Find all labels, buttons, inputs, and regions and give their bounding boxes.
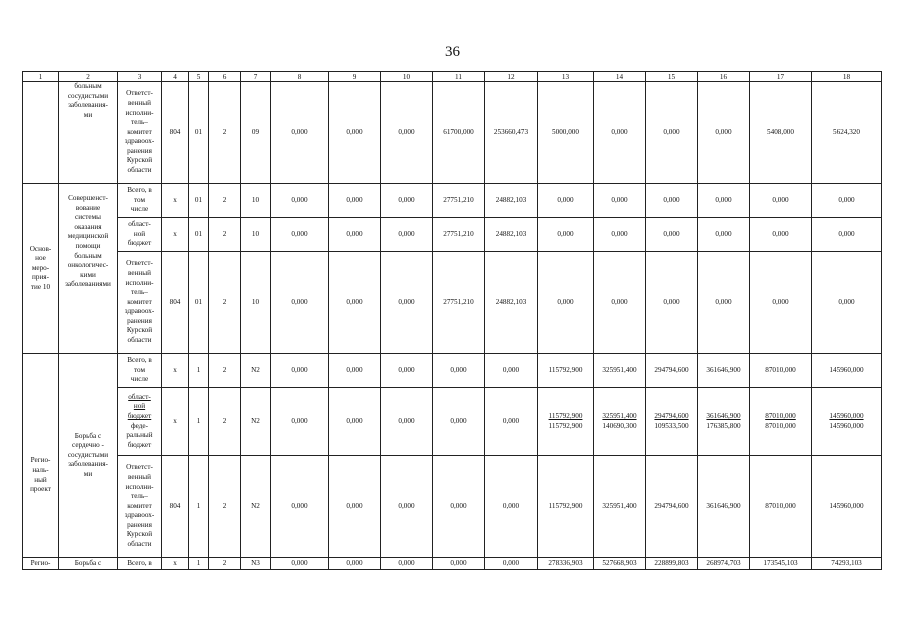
- data-cell: 10: [241, 218, 271, 252]
- data-cell: 0,000: [594, 218, 646, 252]
- cell-text-line: том: [133, 195, 146, 204]
- row-category-cell: [23, 184, 59, 354]
- row-funding-source-cell: [118, 558, 162, 570]
- data-cell: 253660,473: [485, 82, 538, 184]
- data-cell: 0,000: [271, 558, 329, 570]
- data-cell: 0,000: [381, 252, 433, 354]
- cell-text-line: венный: [128, 472, 151, 481]
- cell-text-line: тие 10: [30, 282, 51, 291]
- data-cell: 01: [189, 82, 209, 184]
- cell-text-line: сосудистыми: [67, 450, 109, 459]
- data-cell: 2: [209, 388, 241, 456]
- cell-text-line: медицинской: [67, 232, 109, 241]
- cell-text-line: ральный: [126, 431, 153, 440]
- data-cell: 0,000: [329, 252, 381, 354]
- data-cell: N2: [241, 388, 271, 456]
- table-row: [23, 82, 882, 184]
- data-cell: 527668,903: [594, 558, 646, 570]
- table-row: [23, 388, 882, 456]
- data-cell: 115792,900: [538, 456, 594, 558]
- cell-text-line: исполни-: [125, 482, 154, 491]
- row-category-cell: [23, 558, 59, 570]
- cell-text-line: Всего, в: [127, 558, 152, 567]
- cell-text-line: Ответст-: [126, 259, 153, 268]
- cell-text-line: ранения: [127, 316, 152, 325]
- cell-text-line: области: [127, 336, 152, 345]
- data-cell: 325951,400: [594, 456, 646, 558]
- data-cell: 804: [162, 82, 189, 184]
- cell-text-line: венный: [128, 98, 151, 107]
- column-number-7: 7: [241, 72, 271, 82]
- split-amount-cell: [594, 388, 646, 456]
- cell-text-line: исполни-: [125, 278, 154, 287]
- data-cell: 0,000: [329, 218, 381, 252]
- data-cell: 0,000: [750, 184, 812, 218]
- cell-text-line: ранения: [127, 520, 152, 529]
- cell-text-line: оказания: [74, 222, 102, 231]
- data-cell: 0,000: [329, 456, 381, 558]
- data-cell: 294794,600: [646, 354, 698, 388]
- cell-text-line: Борьба с: [74, 558, 102, 567]
- data-cell: 325951,400: [594, 354, 646, 388]
- data-cell: 0,000: [271, 82, 329, 184]
- data-cell: 1: [189, 456, 209, 558]
- data-cell: 87010,000: [750, 456, 812, 558]
- data-cell: x: [162, 558, 189, 570]
- cell-text-line: ной: [133, 402, 146, 411]
- cell-text-line: Регио-: [30, 456, 51, 465]
- data-cell: 0,000: [433, 456, 485, 558]
- column-number-18: 18: [812, 72, 882, 82]
- data-cell: 10: [241, 184, 271, 218]
- cell-text-line: комитет: [127, 127, 152, 136]
- cell-text-line: Ответст-: [126, 89, 153, 98]
- data-cell: 61700,000: [433, 82, 485, 184]
- data-cell: 2: [209, 184, 241, 218]
- data-cell: 0,000: [271, 184, 329, 218]
- data-cell: 145960,000: [812, 354, 882, 388]
- data-cell: 87010,000: [750, 354, 812, 388]
- data-cell: 0,000: [271, 252, 329, 354]
- column-number-8: 8: [271, 72, 329, 82]
- cell-text-line: тель–: [131, 118, 148, 127]
- row-category-cell: [23, 354, 59, 558]
- data-cell: 0,000: [594, 184, 646, 218]
- table-row: [23, 558, 882, 570]
- data-cell: 0,000: [381, 456, 433, 558]
- table-row: [23, 354, 882, 388]
- cell-text-line: 115792,900: [548, 411, 583, 420]
- data-cell: 2: [209, 218, 241, 252]
- data-cell: 0,000: [812, 218, 882, 252]
- column-number-4: 4: [162, 72, 189, 82]
- split-amount-cell: [698, 388, 750, 456]
- cell-text-line: Регио-: [30, 558, 51, 567]
- table-row: [23, 184, 882, 218]
- cell-text-line: здравоох-: [124, 307, 155, 316]
- data-cell: 5408,000: [750, 82, 812, 184]
- cell-text-line: 176385,800: [706, 421, 741, 430]
- data-cell: 0,000: [485, 558, 538, 570]
- cell-text-line: бюджет: [127, 411, 152, 420]
- data-cell: N3: [241, 558, 271, 570]
- column-number-6: 6: [209, 72, 241, 82]
- column-number-row: [23, 72, 882, 82]
- cell-text-line: 145960,000: [829, 421, 864, 430]
- cell-text-line: ранения: [127, 146, 152, 155]
- column-number-15: 15: [646, 72, 698, 82]
- cell-text-line: 115792,900: [548, 421, 583, 430]
- table-row: [23, 218, 882, 252]
- cell-text-line: больным: [74, 251, 102, 260]
- cell-text-line: 87010,000: [765, 421, 796, 430]
- data-cell: 27751,210: [433, 252, 485, 354]
- cell-text-line: сосудистыми: [67, 91, 109, 100]
- data-cell: 0,000: [381, 388, 433, 456]
- row-description-cell: [59, 354, 118, 558]
- data-cell: 0,000: [698, 218, 750, 252]
- row-funding-source-cell: [118, 354, 162, 388]
- data-cell: 74293,103: [812, 558, 882, 570]
- cell-text-line: числе: [130, 205, 149, 214]
- cell-text-line: здравоох-: [124, 511, 155, 520]
- cell-text-line: Всего, в: [127, 356, 152, 365]
- cell-text-line: онкологичес-: [67, 261, 109, 270]
- column-number-5: 5: [189, 72, 209, 82]
- data-cell: 361646,900: [698, 456, 750, 558]
- cell-text-line: бюджет: [127, 239, 152, 248]
- data-cell: 0,000: [329, 82, 381, 184]
- row-funding-source-cell: [118, 184, 162, 218]
- cell-text-line: системы: [75, 213, 101, 222]
- data-cell: 0,000: [271, 354, 329, 388]
- data-cell: 0,000: [812, 184, 882, 218]
- data-cell: x: [162, 388, 189, 456]
- data-cell: 24882,103: [485, 252, 538, 354]
- data-cell: 0,000: [381, 354, 433, 388]
- cell-text-line: област-: [128, 392, 151, 401]
- column-number-16: 16: [698, 72, 750, 82]
- data-cell: 01: [189, 184, 209, 218]
- data-cell: 173545,103: [750, 558, 812, 570]
- data-cell: 0,000: [750, 218, 812, 252]
- row-description-cell: [59, 558, 118, 570]
- row-funding-source-cell: [118, 82, 162, 184]
- data-cell: 0,000: [698, 82, 750, 184]
- data-cell: 0,000: [381, 82, 433, 184]
- data-cell: 0,000: [381, 184, 433, 218]
- data-cell: N2: [241, 456, 271, 558]
- cell-text-line: проект: [30, 485, 51, 494]
- data-cell: 0,000: [271, 456, 329, 558]
- cell-text-line: Борьба с: [74, 431, 102, 440]
- split-amount-cell: [646, 388, 698, 456]
- data-cell: 0,000: [329, 354, 381, 388]
- cell-text-line: ное: [35, 254, 46, 263]
- data-cell: 0,000: [485, 388, 538, 456]
- cell-text-line: тель–: [131, 492, 148, 501]
- data-cell: 0,000: [698, 184, 750, 218]
- column-number-14: 14: [594, 72, 646, 82]
- data-cell: 27751,210: [433, 184, 485, 218]
- data-cell: 10: [241, 252, 271, 354]
- cell-text-line: комитет: [127, 297, 152, 306]
- data-cell: 0,000: [698, 252, 750, 354]
- data-cell: 5000,000: [538, 82, 594, 184]
- cell-text-line: сердечно -: [72, 441, 104, 450]
- cell-text-line: област-: [128, 220, 151, 229]
- data-cell: 0,000: [433, 354, 485, 388]
- data-cell: 268974,703: [698, 558, 750, 570]
- cell-text-line: наль-: [32, 465, 49, 474]
- data-cell: 2: [209, 252, 241, 354]
- cell-text-line: 87010,000: [765, 411, 796, 420]
- data-cell: 0,000: [646, 82, 698, 184]
- column-number-13: 13: [538, 72, 594, 82]
- page-number: 36: [445, 44, 460, 60]
- data-cell: 0,000: [646, 218, 698, 252]
- data-cell: 01: [189, 252, 209, 354]
- data-cell: 145960,000: [812, 456, 882, 558]
- data-cell: 804: [162, 252, 189, 354]
- column-number-12: 12: [485, 72, 538, 82]
- column-number-10: 10: [381, 72, 433, 82]
- cell-text-line: 145960,000: [829, 411, 864, 420]
- cell-text-line: Курской: [126, 156, 153, 165]
- cell-text-line: здравоох-: [124, 137, 155, 146]
- column-number-9: 9: [329, 72, 381, 82]
- data-cell: 0,000: [433, 388, 485, 456]
- table-row: [23, 456, 882, 558]
- data-cell: 2: [209, 354, 241, 388]
- cell-text-line: ми: [83, 469, 93, 478]
- data-cell: 2: [209, 558, 241, 570]
- cell-text-line: комитет: [127, 501, 152, 510]
- cell-text-line: тель–: [131, 288, 148, 297]
- cell-text-line: заболевания-: [68, 460, 108, 469]
- data-cell: 0,000: [329, 388, 381, 456]
- data-cell: 115792,900: [538, 354, 594, 388]
- data-cell: 01: [189, 218, 209, 252]
- row-funding-source-cell: [118, 218, 162, 252]
- cell-text-line: ный: [34, 475, 47, 484]
- data-cell: x: [162, 354, 189, 388]
- cell-text-line: ми: [83, 110, 93, 119]
- cell-text-line: Курской: [126, 530, 153, 539]
- data-cell: 0,000: [750, 252, 812, 354]
- cell-text-line: области: [127, 166, 152, 175]
- data-cell: 0,000: [594, 82, 646, 184]
- row-funding-source-cell: [118, 456, 162, 558]
- column-number-3: 3: [118, 72, 162, 82]
- cell-text-line: заболевания-: [68, 101, 108, 110]
- cell-text-line: меро-: [31, 263, 50, 272]
- data-cell: 0,000: [485, 456, 538, 558]
- data-cell: 2: [209, 456, 241, 558]
- column-number-1: 1: [23, 72, 59, 82]
- data-cell: 0,000: [538, 184, 594, 218]
- data-cell: 09: [241, 82, 271, 184]
- data-cell: 228899,803: [646, 558, 698, 570]
- data-cell: 0,000: [329, 558, 381, 570]
- data-cell: 804: [162, 456, 189, 558]
- cell-text-line: Основ-: [29, 244, 52, 253]
- data-cell: 2: [209, 82, 241, 184]
- data-cell: 0,000: [271, 388, 329, 456]
- cell-text-line: Совершенст-: [68, 194, 108, 202]
- split-amount-cell: [750, 388, 812, 456]
- cell-text-line: том: [133, 365, 146, 374]
- cell-text-line: кими: [80, 270, 96, 279]
- cell-text-line: феде-: [131, 421, 148, 430]
- data-cell: 1: [189, 388, 209, 456]
- cell-text-line: ной: [133, 229, 146, 238]
- data-cell: 0,000: [485, 354, 538, 388]
- cell-text-line: больным: [74, 82, 102, 90]
- column-number-2: 2: [59, 72, 118, 82]
- cell-text-line: венный: [128, 268, 151, 277]
- row-funding-source-cell: [118, 252, 162, 354]
- row-funding-source-cell: [118, 388, 162, 456]
- data-cell: 361646,900: [698, 354, 750, 388]
- data-cell: 0,000: [812, 252, 882, 354]
- data-cell: 5624,320: [812, 82, 882, 184]
- cell-text-line: Курской: [126, 326, 153, 335]
- split-amount-cell: [538, 388, 594, 456]
- data-cell: x: [162, 184, 189, 218]
- cell-text-line: 109533,500: [654, 421, 689, 430]
- data-cell: 24882,103: [485, 218, 538, 252]
- row-description-cell: [59, 82, 118, 184]
- cell-text-line: Ответст-: [126, 463, 153, 472]
- data-cell: 1: [189, 558, 209, 570]
- cell-text-line: исполни-: [125, 108, 154, 117]
- data-cell: 0,000: [381, 558, 433, 570]
- cell-text-line: области: [127, 540, 152, 549]
- table-row: [23, 252, 882, 354]
- data-cell: 0,000: [646, 184, 698, 218]
- cell-text-line: 140690,300: [602, 421, 637, 430]
- data-cell: 0,000: [433, 558, 485, 570]
- data-cell: N2: [241, 354, 271, 388]
- row-category-cell: [23, 82, 59, 184]
- data-cell: 0,000: [594, 252, 646, 354]
- data-cell: 0,000: [381, 218, 433, 252]
- column-number-11: 11: [433, 72, 485, 82]
- data-cell: 0,000: [646, 252, 698, 354]
- split-amount-cell: [812, 388, 882, 456]
- cell-text-line: Всего, в: [127, 186, 152, 195]
- cell-text-line: помощи: [75, 241, 101, 250]
- data-cell: 27751,210: [433, 218, 485, 252]
- data-cell: 1: [189, 354, 209, 388]
- cell-text-line: числе: [130, 375, 149, 384]
- data-cell: 0,000: [538, 252, 594, 354]
- data-cell: 278336,903: [538, 558, 594, 570]
- row-description-cell: [59, 184, 118, 354]
- data-cell: 0,000: [329, 184, 381, 218]
- data-cell: 294794,600: [646, 456, 698, 558]
- cell-text-line: 294794,600: [654, 411, 689, 420]
- data-cell: 24882,103: [485, 184, 538, 218]
- column-number-17: 17: [750, 72, 812, 82]
- data-cell: x: [162, 218, 189, 252]
- data-cell: 0,000: [538, 218, 594, 252]
- cell-text-line: прия-: [32, 273, 49, 282]
- cell-text-line: заболеваниями: [65, 280, 111, 289]
- data-cell: 0,000: [271, 218, 329, 252]
- cell-text-line: бюджет: [127, 440, 152, 449]
- cell-text-line: 361646,900: [706, 411, 741, 420]
- cell-text-line: 325951,400: [602, 411, 637, 420]
- cell-text-line: вование: [75, 203, 101, 212]
- budget-table: [22, 71, 882, 570]
